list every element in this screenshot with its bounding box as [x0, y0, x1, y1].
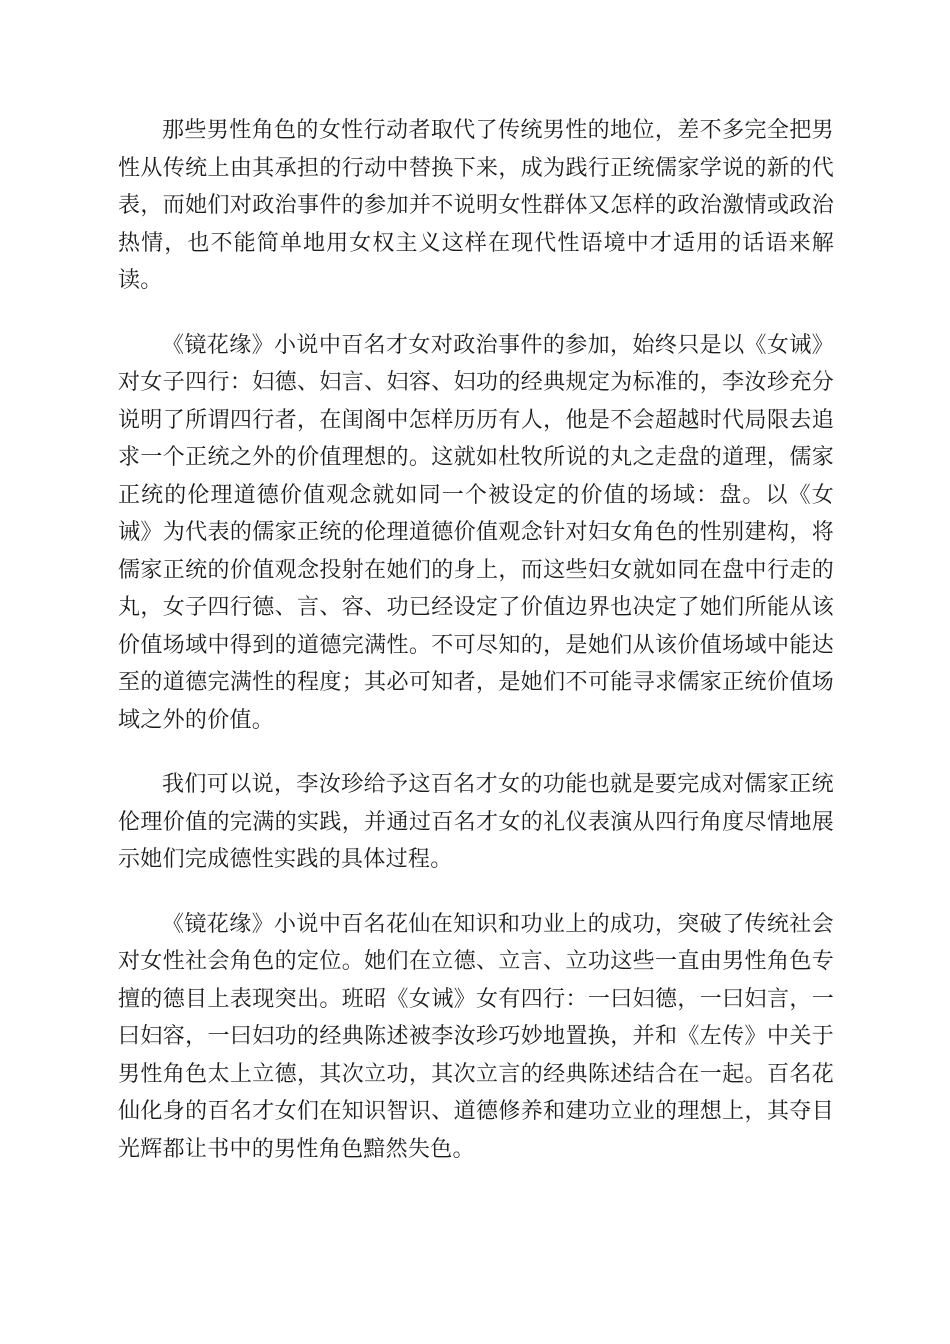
document-body	[118, 112, 834, 1195]
paragraph-2: 《镜花缘》小说中百名才女对政治事件的参加，始终只是以《女诫》对女子四行：妇德、妇言、妇容、妇功的经典规定为标准的，李汝珍充分说明了所谓四行者，在闺阁中怎样历历有人，他是不会超越时代局限去追求一个正统之外的价值理想的。这就如杜牧所说的丸之走盘的道理，儒家正统的伦理道德价值观念就如同一个被设定的价值的场域：盘。以《女诫》为代表的儒家正统的伦理道德价值观念针对妇女角色的性别建构，将儒家正统的价值观念投射在她们的身上，而这些妇女就如同在盘中行走的丸，女子四行德、言、容、功已经设定了价值边界也决定了她们所能从该价值场域中得到的道德完满性。不可尽知的，是她们从该价值场域中能达至的道德完满性的程度；其必可知者，是她们不可能寻求儒家正统价值场域之外的价值。	[118, 332, 834, 733]
paragraph-3: 我们可以说，李汝珍给予这百名才女的功能也就是要完成对儒家正统伦理价值的完满的实践，并通过百名才女的礼仪表演从四行角度尽情地展示她们完成德性实践的具体过程。	[118, 772, 834, 872]
paragraph-4: 《镜花缘》小说中百名花仙在知识和功业上的成功，突破了传统社会对女性社会角色的定位。她们在立德、立言、立功这些一直由男性角色专擅的德目上表现突出。班昭《女诫》女有四行：一曰妇德，一曰妇言，一曰妇容，一曰妇功的经典陈述被李汝珍巧妙地置换，并和《左传》中关于男性角色太上立德，其次立功，其次立言的经典陈述结合在一起。百名花仙化身的百名才女们在知识智识、道德修养和建功立业的理想上，其夺目光辉都让书中的男性角色黯然失色。	[118, 911, 834, 1162]
paragraph-1: 那些男性角色的女性行动者取代了传统男性的地位，差不多完全把男性从传统上由其承担的行动中替换下来，成为践行正统儒家学说的新的代表，而她们对政治事件的参加并不说明女性群体又怎样的政治激情或政治热情，也不能简单地用女权主义这样在现代性语境中才适用的话语来解读。	[118, 118, 834, 293]
